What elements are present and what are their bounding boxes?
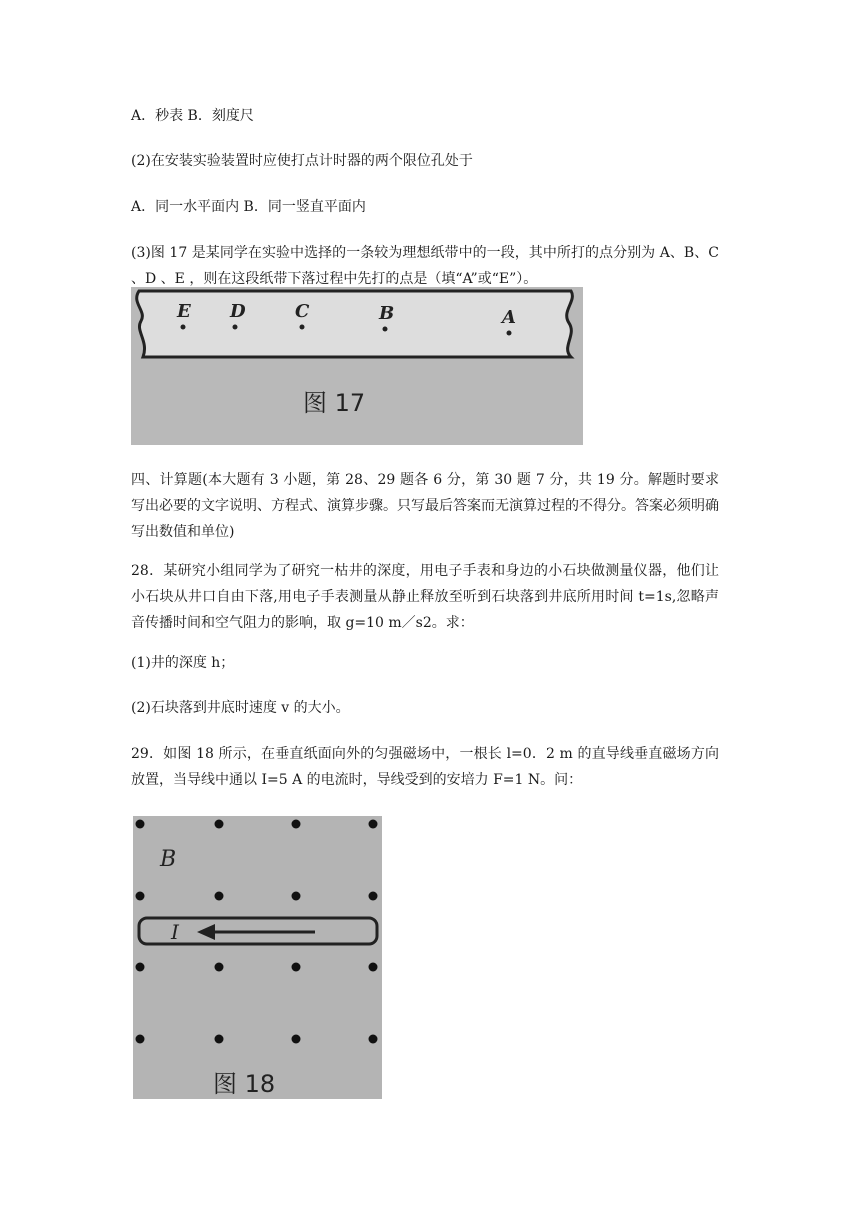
question-2: (2)在安装实验装置时应使打点计时器的两个限位孔处于 — [131, 153, 473, 169]
svg-text:B: B — [379, 303, 395, 324]
svg-text:C: C — [295, 301, 310, 322]
section-4-heading: 四、计算题(本大题有 3 小题，第 28、29 题各 6 分，第 30 题 7 分，共 19 分。解题时要求写出必要的文字说明、方程式、演算步骤。只写最后答案而无演算过程的不得分。答案必须明确写出数值和单位) — [131, 472, 719, 540]
option-line-1: A．秒表 B．刻度尺 — [131, 108, 254, 124]
question-3: (3)图 17 是某同学在实验中选择的一条较为理想纸带中的一段，其中所打的点分别为 A、B、C 、D 、E ，则在这段纸带下落过程中先打的点是（填“A”或“E”）。 — [131, 245, 719, 287]
question-28-part-2: (2)石块落到井底时速度 v 的大小。 — [131, 700, 350, 716]
svg-text:D: D — [230, 301, 246, 322]
option-line-2: A．同一水平面内 B．同一竖直平面内 — [131, 199, 366, 215]
figure-18 — [133, 816, 382, 1099]
figure-17-caption: 图 17 — [303, 389, 366, 417]
question-28: 28．某研究小组同学为了研究一枯井的深度，用电子手表和身边的小石块做测量仪器，他们让小石块从井口自由下落,用电子手表测量从静止释放至听到石块落到井底所用时间 t=1s,忽略声音传播时间和空气阻力的影响，取 g=10 m／s2。求： — [131, 563, 719, 631]
magnetic-field-diagram — [133, 816, 382, 1099]
figure-17 — [131, 287, 583, 445]
svg-text:E: E — [177, 301, 191, 322]
current-label-I: I — [171, 920, 179, 944]
paper-tape-diagram — [131, 287, 583, 445]
question-29: 29．如图 18 所示，在垂直纸面向外的匀强磁场中，一根长 l=0．2 m 的直导线垂直磁场方向放置，当导线中通以 I=5 A 的电流时，导线受到的安培力 F=1 N。问： — [131, 746, 719, 788]
field-label-B: B — [160, 847, 177, 872]
question-28-part-1: (1)井的深度 h； — [131, 655, 235, 671]
current-arrow-icon — [197, 924, 315, 940]
svg-text:A: A — [502, 307, 516, 328]
figure-18-caption: 图 18 — [213, 1070, 276, 1098]
